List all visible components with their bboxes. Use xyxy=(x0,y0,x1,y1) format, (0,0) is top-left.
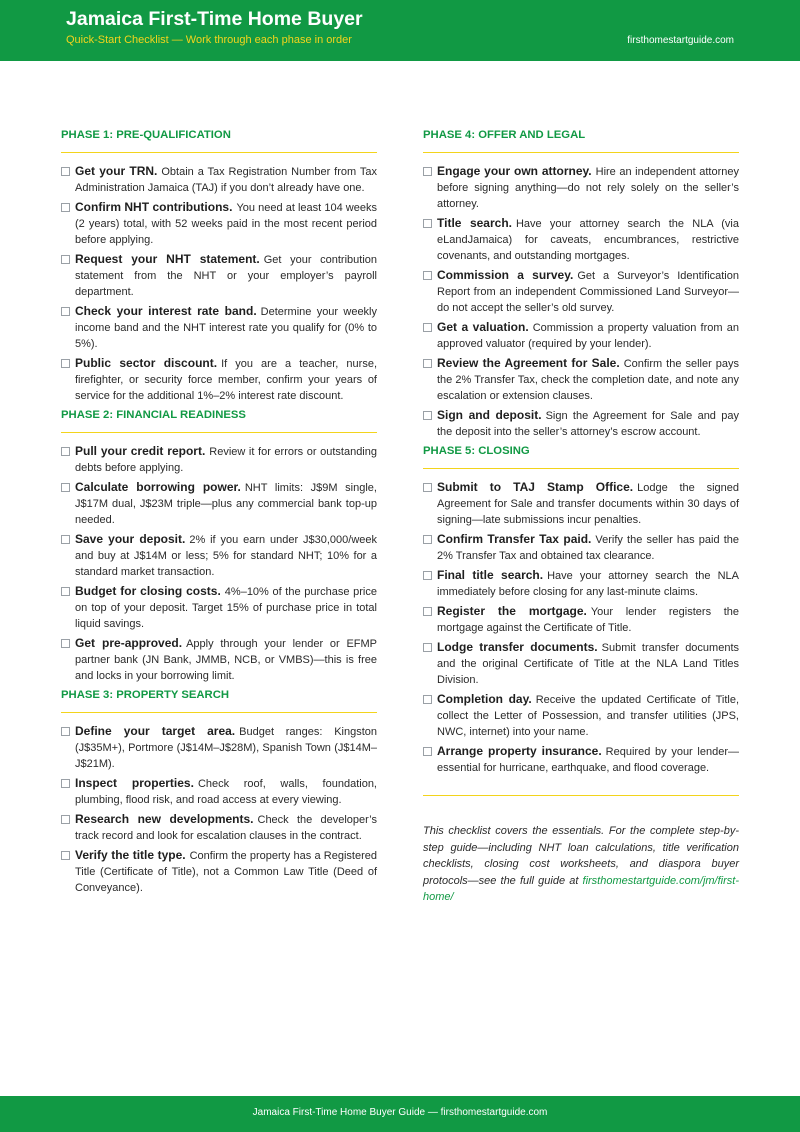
checklist-item xyxy=(423,479,739,528)
checklist-item xyxy=(423,743,739,776)
checkbox[interactable] xyxy=(423,695,432,704)
checklist-item-title: Lodge transfer documents. xyxy=(437,640,598,654)
checkbox[interactable] xyxy=(61,535,70,544)
checkbox[interactable] xyxy=(423,535,432,544)
checklist-item xyxy=(423,215,739,264)
checklist-item-text: Obtain a Tax Registration Number from Tax Administration Jamaica (TAJ) if you don’t already have one. xyxy=(75,166,377,194)
checklist-item-title: Submit to TAJ Stamp Office. xyxy=(437,480,634,494)
checkbox[interactable] xyxy=(61,447,70,456)
checkbox[interactable] xyxy=(61,639,70,648)
closing-note-text: This checklist covers the essentials. For the complete step-by-step guide—including NHT loan calculations, title verification checklists, closing cost worksheets, and diaspora buyer protocols—see the full guide at xyxy=(423,825,739,887)
checklist-item-text: Check the developer’s track record and look for escalation clauses in the contract. xyxy=(75,814,377,842)
checklist-item-text: Required by your lender—essential for hurricane, earthquake, and flood coverage. xyxy=(437,746,739,774)
checklist-item-text: Apply through your lender or EFMP partner bank (JN Bank, JMMB, NCB, or VMBS)—this is free and locks in your borrowing limit. xyxy=(75,638,377,682)
checklist-item xyxy=(423,691,739,740)
checkbox[interactable] xyxy=(61,587,70,596)
checklist-item-text: 4%–10% of the purchase price on top of your deposit. Target 15% of purchase price in total liquid savings. xyxy=(75,586,377,630)
checklist-item-text: Review it for errors or outstanding debts before applying. xyxy=(75,446,377,474)
checklist-item-title: Get a valuation. xyxy=(437,320,529,334)
footer-text: Jamaica First-Time Home Buyer Guide — firsthomestartguide.com xyxy=(252,1107,548,1118)
checkbox[interactable] xyxy=(61,727,70,736)
checklist-item xyxy=(423,163,739,212)
checkbox[interactable] xyxy=(423,607,432,616)
checklist-item-title: Pull your credit report. xyxy=(75,444,206,458)
checkbox[interactable] xyxy=(423,411,432,420)
checklist-item-title: Engage your own attorney. xyxy=(437,164,592,178)
footer-bar xyxy=(0,1096,800,1132)
checklist-item xyxy=(423,355,739,404)
checklist-item-text: If you are a teacher, nurse, firefighter, or security force member, confirm your years of service for the additional 1%–2% interest rate discount. xyxy=(75,358,377,402)
checklist-item-text: Submit transfer documents and the original Certificate of Title at the NLA Land Titles Division. xyxy=(437,642,740,686)
checkbox[interactable] xyxy=(423,643,432,652)
checklist-item-title: Verify the title type. xyxy=(75,848,186,862)
checkbox[interactable] xyxy=(61,779,70,788)
checkbox[interactable] xyxy=(423,747,432,756)
checklist-item xyxy=(61,723,377,772)
checklist-item xyxy=(61,583,377,632)
checklist-item-text: Verify the seller has paid the 2% Transfer Tax and obtained tax clearance. xyxy=(437,534,739,562)
checklist-item xyxy=(423,603,739,636)
closing-note xyxy=(423,823,739,906)
checklist-item-title: Review the Agreement for Sale. xyxy=(437,356,620,370)
full-guide-link[interactable]: firsthomestartguide.com/jm/first-home/ xyxy=(423,874,739,903)
phase-heading: PHASE 3: PROPERTY SEARCH xyxy=(61,688,377,713)
checkbox[interactable] xyxy=(423,571,432,580)
header-site-url[interactable]: firsthomestartguide.com xyxy=(627,35,734,46)
checklist-item xyxy=(61,443,377,476)
checklist-item-title: Budget for closing costs. xyxy=(75,584,221,598)
checklist-item-text: Your lender registers the mortgage against the Certificate of Title. xyxy=(437,606,739,634)
checklist-item-title: Get your TRN. xyxy=(75,164,158,178)
checkbox[interactable] xyxy=(423,359,432,368)
checklist-item xyxy=(61,163,377,196)
checklist-item-title: Title search. xyxy=(437,216,512,230)
checklist-item-title: Request your NHT statement. xyxy=(75,252,260,266)
checklist-item-title: Public sector discount. xyxy=(75,356,218,370)
checkbox[interactable] xyxy=(61,255,70,264)
checklist-item xyxy=(423,267,739,316)
checklist-item-title: Research new developments. xyxy=(75,812,254,826)
checklist xyxy=(61,443,377,684)
checkbox[interactable] xyxy=(423,323,432,332)
checklist-item-title: Confirm Transfer Tax paid. xyxy=(437,532,592,546)
checklist-item-title: Arrange property insurance. xyxy=(437,744,602,758)
checklist-item-text: Have your attorney search the NLA (via eLandJamaica) for caveats, encumbrances, restrictive covenants, and outstanding mortgages. xyxy=(437,218,739,262)
checklist xyxy=(423,479,739,776)
checklist-item xyxy=(61,199,377,248)
checklist xyxy=(61,163,377,404)
header-bar xyxy=(0,0,800,61)
checklist xyxy=(61,723,377,896)
checklist-item-text: NHT limits: J$9M single, J$17M dual, J$23M triple—plus any commercial bank top-up needed. xyxy=(75,482,377,526)
checklist-item-title: Calculate borrowing power. xyxy=(75,480,241,494)
checkbox[interactable] xyxy=(61,203,70,212)
checklist-item-title: Check your interest rate band. xyxy=(75,304,257,318)
checklist-item xyxy=(61,479,377,528)
checklist-item xyxy=(423,639,739,688)
page-title: Jamaica First-Time Home Buyer xyxy=(66,8,363,30)
checklist-item-text: Have your attorney search the NLA immediately before closing for any last-minute claims. xyxy=(437,570,739,598)
checklist-item-text: Commission a property valuation from an approved valuator (required by your lender). xyxy=(437,322,740,350)
checklist-item xyxy=(61,355,377,404)
checklist-item-title: Sign and deposit. xyxy=(437,408,542,422)
checklist-item-title: Save your deposit. xyxy=(75,532,186,546)
checklist-item-title: Commission a survey. xyxy=(437,268,574,282)
checklist-item xyxy=(61,635,377,684)
checkbox[interactable] xyxy=(423,219,432,228)
checkbox[interactable] xyxy=(61,359,70,368)
checkbox[interactable] xyxy=(61,483,70,492)
checkbox[interactable] xyxy=(61,815,70,824)
checklist-item-title: Confirm NHT contributions. xyxy=(75,200,233,214)
checkbox[interactable] xyxy=(423,271,432,280)
checklist-item-title: Define your target area. xyxy=(75,724,236,738)
page-subtitle: Quick-Start Checklist — Work through each phase in order xyxy=(66,34,352,46)
checklist-item-text: Determine your weekly income band and the NHT interest rate you qualify for (0% to 5%). xyxy=(75,306,377,350)
checklist-item-text: Confirm the seller pays the 2% Transfer Tax, check the completion date, and note any escalation or extension clauses. xyxy=(437,358,739,402)
checklist-item-text: Get a Surveyor’s Identification Report from an independent Commissioned Land Surveyor—do not accept the seller’s old survey. xyxy=(437,270,739,314)
checklist xyxy=(423,163,739,440)
checklist-item xyxy=(61,775,377,808)
phase-heading: PHASE 5: CLOSING xyxy=(423,444,739,469)
checklist-item-title: Get pre-approved. xyxy=(75,636,183,650)
checklist-item xyxy=(423,567,739,600)
checklist-item-title: Completion day. xyxy=(437,692,532,706)
checklist-item-text: Hire an independent attorney before signing anything—do not rely solely on the seller’s attorney. xyxy=(437,166,739,210)
checkbox[interactable] xyxy=(61,167,70,176)
checklist-item xyxy=(61,811,377,844)
checkbox[interactable] xyxy=(423,483,432,492)
checklist-item-text: Confirm the property has a Registered Title (Certificate of Title), not a Common Law Title (Deed of Conveyance). xyxy=(75,850,377,894)
checklist-item-text: Lodge the signed Agreement for Sale and transfer documents within 30 days of signing—late submissions incur penalties. xyxy=(437,482,739,526)
right-column xyxy=(423,128,739,906)
divider xyxy=(423,795,739,796)
checklist-item-text: Budget ranges: Kingston (J$35M+), Portmore (J$14M–J$28M), Spanish Town (J$14M–J$21M). xyxy=(75,726,378,770)
checklist-item-title: Final title search. xyxy=(437,568,544,582)
phase-heading: PHASE 2: FINANCIAL READINESS xyxy=(61,408,377,433)
checklist-item-text: Sign the Agreement for Sale and pay the deposit into the seller’s attorney’s escrow account. xyxy=(437,410,739,438)
left-column xyxy=(61,128,377,899)
checkbox[interactable] xyxy=(423,167,432,176)
checkbox[interactable] xyxy=(61,307,70,316)
checklist-item-title: Inspect properties. xyxy=(75,776,194,790)
checkbox[interactable] xyxy=(61,851,70,860)
checklist-item-text: Check roof, walls, foundation, plumbing, flood risk, and road access at every viewing. xyxy=(75,778,377,806)
checklist-item xyxy=(61,303,377,352)
checklist-item xyxy=(61,531,377,580)
phase-heading: PHASE 1: PRE-QUALIFICATION xyxy=(61,128,377,153)
phase-heading: PHASE 4: OFFER AND LEGAL xyxy=(423,128,739,153)
checklist-item xyxy=(423,319,739,352)
checklist-item-text: 2% if you earn under J$30,000/week and buy at J$14M or less; 5% for standard NHT; 10% for a standard market transaction. xyxy=(75,534,378,578)
checklist-item-text: Get your contribution statement from the NHT or your employer’s payroll department. xyxy=(75,254,377,298)
checklist-item xyxy=(423,407,739,440)
checklist-item xyxy=(61,251,377,300)
checklist-item-text: You need at least 104 weeks (2 years) total, with 52 weeks paid in the most recent period before applying. xyxy=(75,202,377,246)
checklist-item xyxy=(61,847,377,896)
checklist-item-text: Receive the updated Certificate of Title, collect the Letter of Possession, and transfer utilities (JPS, NWC, internet) into your name. xyxy=(437,694,740,738)
checklist-item-title: Register the mortgage. xyxy=(437,604,587,618)
checklist-item xyxy=(423,531,739,564)
